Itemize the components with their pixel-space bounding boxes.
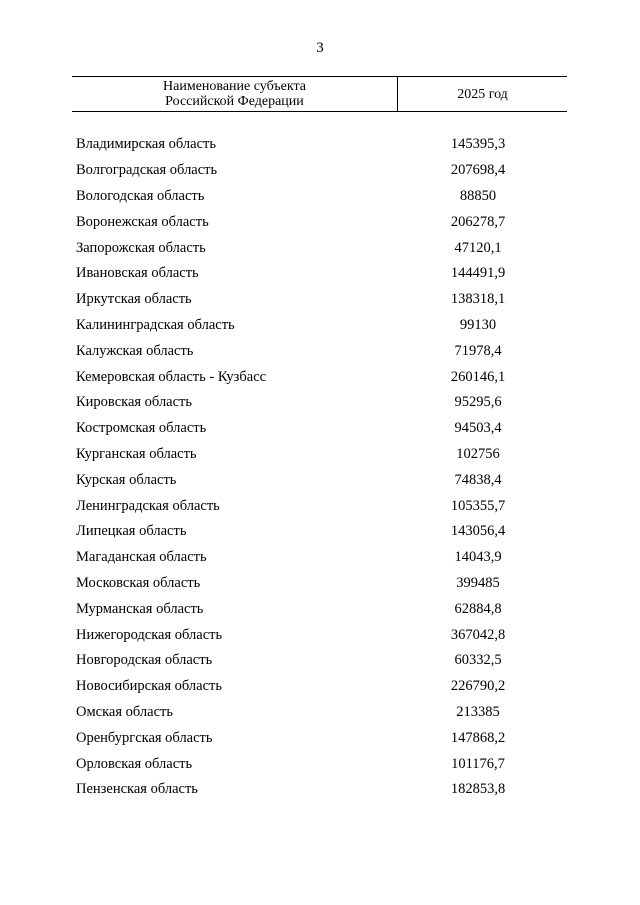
data-table [72,76,567,803]
table-row [72,158,567,184]
table-row [72,467,567,493]
region-name: Московская область [76,574,201,591]
page-number: 3 [316,40,324,56]
value-2025: 138318,1 [450,291,506,308]
value-2025: 105355,7 [450,497,506,514]
value-2025: 60332,5 [454,652,502,669]
table-row [72,287,567,313]
table-row [72,674,567,700]
region-name: Липецкая область [76,523,187,540]
table-row [72,416,567,442]
value-2025: 213385 [456,703,500,720]
table-row [72,235,567,261]
table-row [72,596,567,622]
region-name: Костромская область [76,420,207,437]
region-name: Кировская область [76,394,193,411]
table-row [72,313,567,339]
table-row [72,700,567,726]
value-2025: 102756 [456,445,500,462]
table-row [72,648,567,674]
value-2025: 47120,1 [454,239,502,256]
table-row [72,751,567,777]
table-row [72,571,567,597]
table-row [72,545,567,571]
region-name: Магаданская область [76,549,207,566]
table-header [72,76,567,112]
region-name: Воронежская область [76,213,209,230]
value-2025: 95295,6 [454,394,502,411]
value-2025: 144491,9 [450,265,506,282]
region-name: Ленинградская область [76,497,220,514]
region-name: Новосибирская область [76,678,222,695]
value-2025: 367042,8 [450,626,506,643]
value-2025: 62884,8 [454,600,502,617]
value-2025: 74838,4 [454,471,502,488]
table-row [72,725,567,751]
header-region-name: Наименование субъекта Российской Федерации [72,77,398,111]
region-name: Запорожская область [76,239,206,256]
table-row [72,622,567,648]
region-name: Иркутская область [76,291,192,308]
table-row [72,261,567,287]
region-name: Волгоградская область [76,162,218,179]
table-row [72,777,567,803]
region-name: Калининградская область [76,316,235,333]
region-name: Курская область [76,471,177,488]
region-name: Ивановская область [76,265,199,282]
value-2025: 260146,1 [450,368,506,385]
region-name: Калужская область [76,342,194,359]
value-2025: 143056,4 [450,523,506,540]
header-year: 2025 год [457,86,508,102]
value-2025: 94503,4 [454,420,502,437]
table-row [72,184,567,210]
table-row [72,132,567,158]
value-2025: 399485 [456,574,500,591]
region-name: Орловская область [76,755,193,772]
table-row [72,493,567,519]
table-body [72,112,567,803]
value-2025: 14043,9 [454,549,502,566]
table-row [72,390,567,416]
region-name: Мурманская область [76,600,204,617]
value-2025: 88850 [459,187,497,204]
value-2025: 71978,4 [454,342,502,359]
region-name: Кемеровская область - Кузбасс [76,368,267,385]
table-row [72,442,567,468]
value-2025: 145395,3 [450,136,506,153]
value-2025: 147868,2 [450,729,506,746]
region-name: Владимирская область [76,136,216,153]
value-2025: 207698,4 [450,162,506,179]
region-name: Новгородская область [76,652,213,669]
table-row [72,364,567,390]
value-2025: 99130 [459,316,497,333]
table-row [72,519,567,545]
value-2025: 182853,8 [450,781,506,798]
value-2025: 226790,2 [450,678,506,695]
region-name: Омская область [76,703,173,720]
region-name: Нижегородская область [76,626,223,643]
region-name: Курганская область [76,445,197,462]
table-row [72,209,567,235]
region-name: Оренбургская область [76,729,213,746]
value-2025: 101176,7 [451,755,505,772]
region-name: Вологодская область [76,187,205,204]
value-2025: 206278,7 [450,213,506,230]
region-name: Пензенская область [76,781,198,798]
table-row [72,338,567,364]
